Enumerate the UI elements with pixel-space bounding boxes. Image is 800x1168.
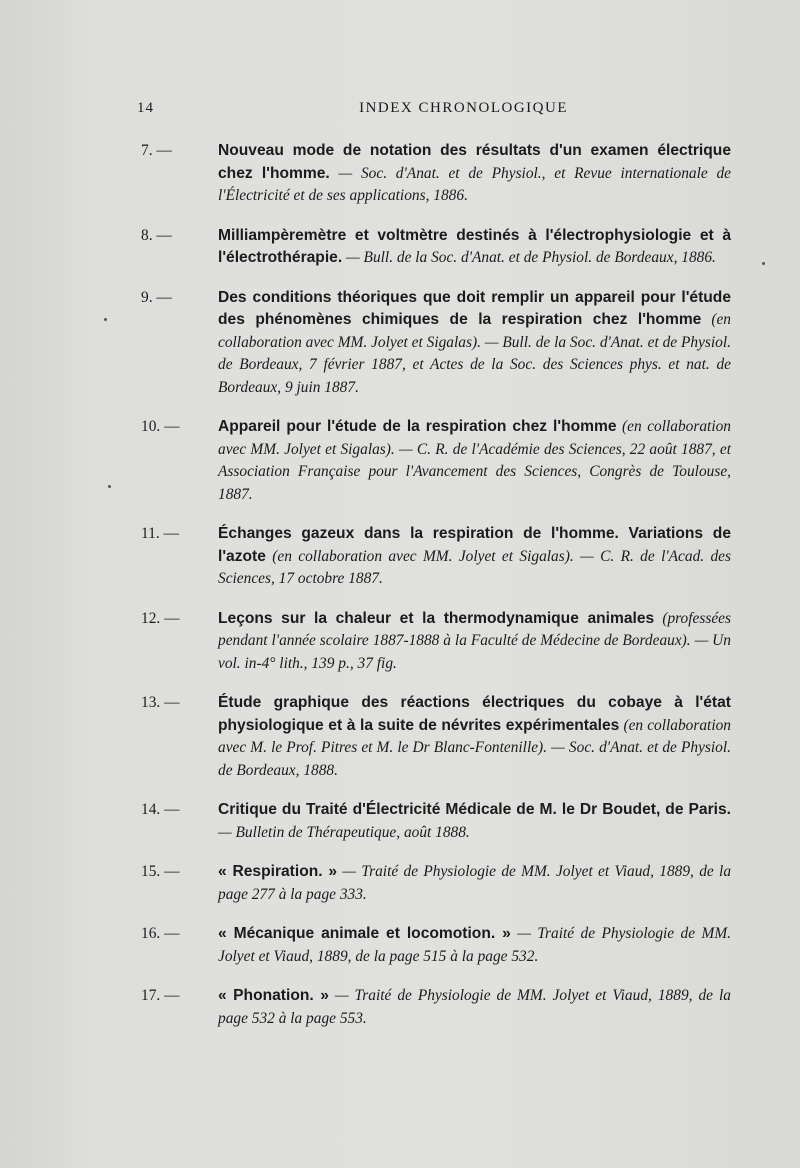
entry-number: 10. — [141, 418, 180, 435]
list-item [141, 287, 731, 400]
entry-reference: (en collaboration avec MM. Jolyet et Sigalas). — C. R. de l'Académie des Sciences, 22 août 1887, et Association Française pour l'Avancement des Sciences, Congrès de Toulouse, 1887. [218, 418, 731, 503]
entry-number: 17. — [141, 987, 180, 1004]
list-item [141, 985, 731, 1030]
entry-reference: — Traité de Physiologie de MM. Jolyet et Viaud, 1889, de la page 277 à la page 333. [218, 863, 732, 903]
list-item [141, 799, 731, 844]
entry-title: Critique du Traité d'Électricité Médicale de M. le Dr Boudet, de Paris. [218, 801, 731, 818]
entry-reference: (en collaboration avec MM. Jolyet et Sigalas). — Bull. de la Soc. d'Anat. et de Physiol. de Bordeaux, 7 février 1887, et Actes de la Soc. des Sciences phys. et nat. de Bordeaux, 9 juin 1887. [218, 311, 731, 396]
entry-reference: (en collaboration avec M. le Prof. Pitres et M. le Dr Blanc-Fontenille). — Soc. d'Anat. et de Physiol. de Bordeaux, 1888. [218, 716, 732, 779]
entry-title: Des conditions théoriques que doit remplir un appareil pour l'étude des phénomènes chimiques de la respiration chez l'homme [218, 288, 731, 328]
entry-number: 13. — [141, 694, 180, 711]
entry-title: Étude graphique des réactions électriques du cobaye à l'état physiologique et à la suite de névrites expérimentales [218, 694, 731, 734]
page-number: 14 [137, 100, 154, 116]
entry-number: 14. — [141, 801, 180, 818]
page-header [137, 100, 568, 117]
entry-number: 11. — [141, 525, 179, 542]
list-item [141, 692, 731, 782]
entry-reference: — Bull. de la Soc. d'Anat. et de Physiol. de Bordeaux, 1886. [342, 249, 716, 266]
chronological-index-list [141, 140, 731, 1047]
entry-title: Échanges gazeux dans la respiration de l'homme. Variations de l'azote [218, 525, 731, 565]
scan-speck [104, 318, 107, 321]
list-item [141, 923, 731, 968]
entry-reference: — Soc. d'Anat. et de Physiol., et Revue internationale de l'Électricité et de ses applications, 1886. [218, 164, 731, 204]
entry-number: 8. — [141, 226, 172, 244]
entry-title: Milliampèremètre et voltmètre destinés à l'électrophysiologie et à l'électrothérapie. [218, 226, 731, 266]
entry-reference: (professées pendant l'année scolaire 1887-1888 à la Faculté de Médecine de Bordeaux). — Un vol. in-4° lith., 139 p., 37 fig. [218, 609, 731, 672]
entry-title: Nouveau mode de notation des résultats d'un examen électrique chez l'homme. [218, 142, 731, 182]
entry-reference: — Bulletin de Thérapeutique, août 1888. [218, 823, 470, 841]
entry-reference: (en collaboration avec MM. Jolyet et Sigalas). — C. R. de l'Acad. des Sciences, 17 octobre 1887. [218, 547, 731, 587]
scan-speck [762, 262, 765, 265]
entry-number: 9. — [141, 288, 172, 306]
running-title: INDEX CHRONOLOGIQUE [359, 100, 568, 116]
list-item [141, 523, 731, 591]
scan-speck [108, 485, 111, 488]
list-item [141, 608, 731, 676]
list-item [141, 861, 731, 906]
entry-reference: — Traité de Physiologie de MM. Jolyet et Viaud, 1889, de la page 532 à la page 553. [218, 987, 731, 1027]
entry-number: 7. — [141, 142, 172, 159]
entry-number: 16. — [141, 925, 180, 942]
entry-title: Appareil pour l'étude de la respiration chez l'homme [218, 418, 617, 435]
list-item [141, 225, 731, 270]
entry-title: « Mécanique animale et locomotion. » [218, 925, 511, 942]
entry-title: « Respiration. » [218, 863, 338, 880]
list-item [141, 416, 731, 506]
entry-number: 15. — [141, 863, 180, 880]
entry-title: « Phonation. » [218, 987, 329, 1004]
entry-reference: — Traité de Physiologie de MM. Jolyet et Viaud, 1889, de la page 515 à la page 532. [218, 925, 731, 965]
entry-title: Leçons sur la chaleur et la thermodynamique animales [218, 609, 655, 627]
entry-number: 12. — [141, 609, 180, 627]
list-item [141, 140, 731, 208]
